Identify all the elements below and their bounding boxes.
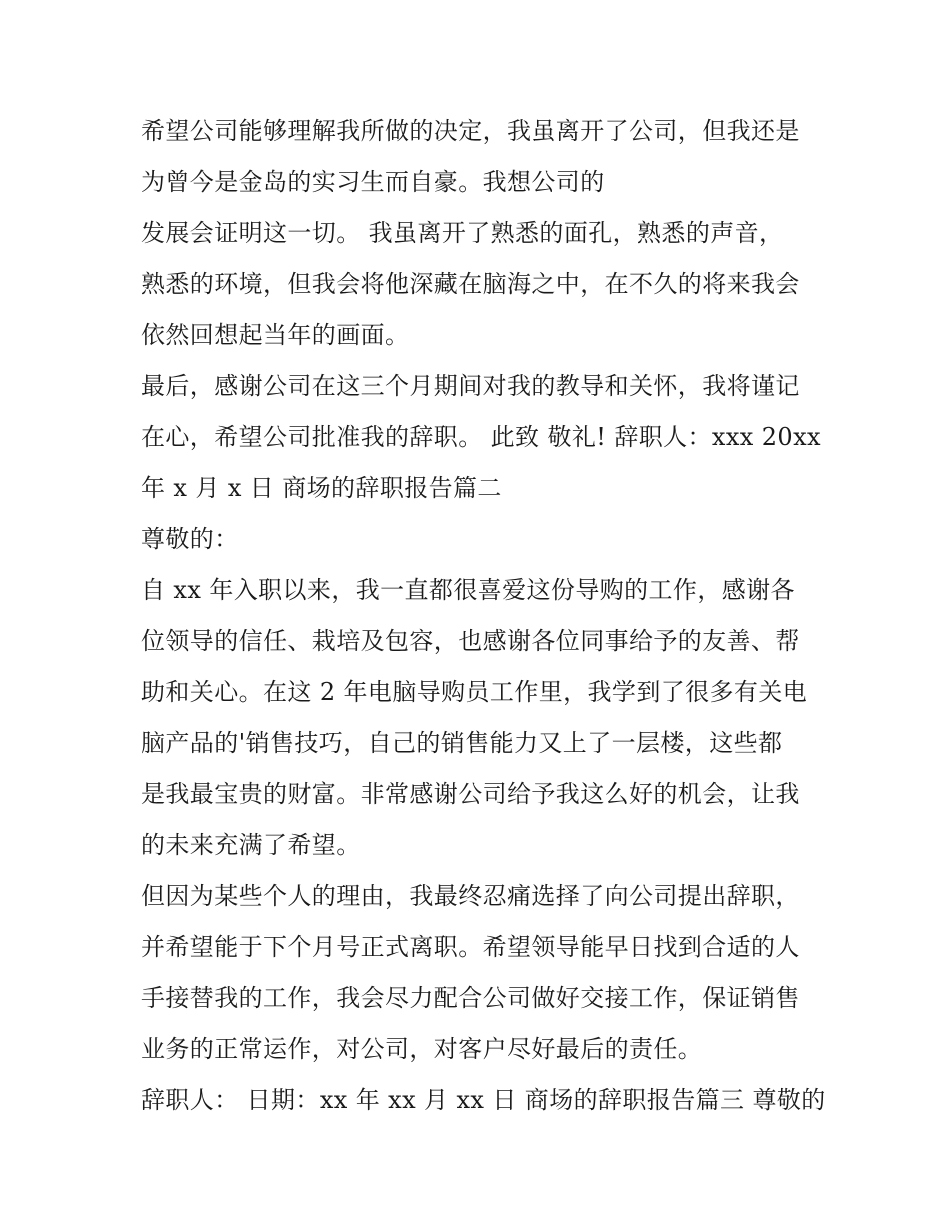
text-line: 但因为某些个人的理由，我最终忍痛选择了向公司提出辞职，: [141, 882, 800, 910]
text-line: 并希望能于下个月号正式离职。希望领导能早日找到合适的人: [141, 933, 800, 961]
text-line: 年 x 月 x 日 商场的辞职报告篇二: [141, 474, 502, 502]
text-line: 依然回想起当年的画面。: [141, 321, 410, 349]
text-line: 助和关心。在这 2 年电脑导购员工作里，我学到了很多有关电: [141, 678, 808, 706]
text-line: 业务的正常运作，对公司，对客户尽好最后的责任。: [141, 1035, 703, 1063]
text-line: 为曾今是金岛的实习生而自豪。我想公司的: [141, 168, 605, 196]
text-line: 在心，希望公司批准我的辞职。 此致 敬礼! 辞职人：xxx 20xx: [141, 423, 821, 451]
text-line: 手接替我的工作，我会尽力配合公司做好交接工作，保证销售: [141, 984, 800, 1012]
text-line: 脑产品的'销售技巧，自己的销售能力又上了一层楼，这些都: [141, 729, 783, 757]
text-line: 最后，感谢公司在这三个月期间对我的教导和关怀，我将谨记: [141, 372, 800, 400]
text-line: 发展会证明这一切。 我虽离开了熟悉的面孔，熟悉的声音，: [141, 219, 784, 247]
text-line: 位领导的信任、栽培及包容，也感谢各位同事给予的友善、帮: [141, 627, 800, 655]
text-line: 熟悉的环境，但我会将他深藏在脑海之中，在不久的将来我会: [141, 270, 800, 298]
body-text: [141, 109, 826, 1129]
text-line: 自 xx 年入职以来，我一直都很喜爱这份导购的工作，感谢各: [141, 576, 795, 604]
text-line: 的未来充满了希望。: [141, 831, 361, 859]
text-line: 希望公司能够理解我所做的决定，我虽离开了公司，但我还是: [141, 117, 800, 145]
text-line: 是我最宝贵的财富。非常感谢公司给予我这么好的机会，让我: [141, 780, 800, 808]
text-line: 尊敬的：: [141, 525, 239, 553]
text-line: 辞职人： 日期：xx 年 xx 月 xx 日 商场的辞职报告篇三 尊敬的: [141, 1086, 826, 1114]
